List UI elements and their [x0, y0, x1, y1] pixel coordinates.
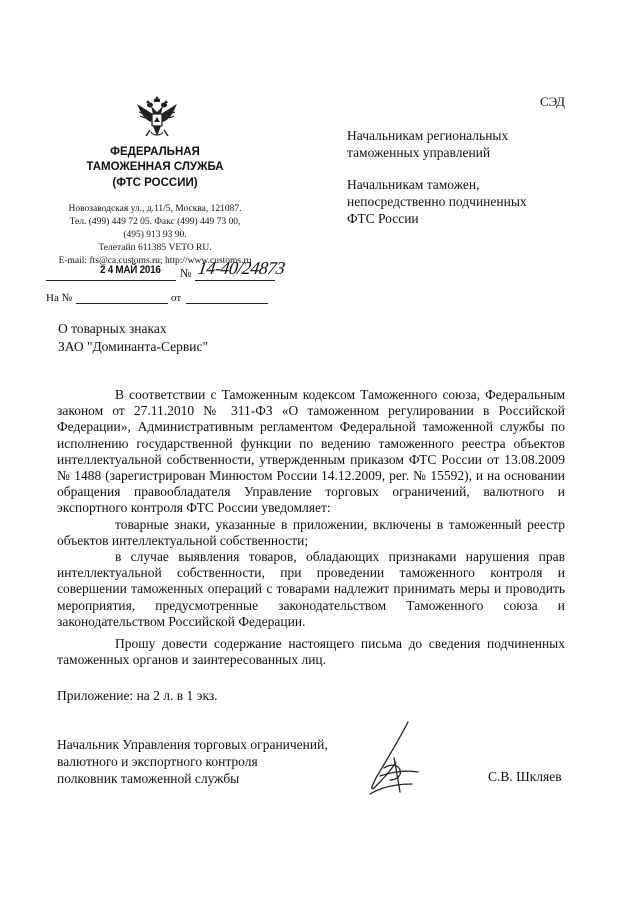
recipient-line: непосредственно подчиненных: [347, 194, 527, 209]
signatory-title-line: валютного и экспортного контроля: [57, 754, 258, 769]
signatory-title-line: Начальник Управления торговых ограничений,: [57, 737, 328, 752]
reply-from-label: от: [171, 292, 182, 304]
body-paragraph: в случае выявления товаров, обладающих признаками нарушения прав интеллектуальной собственности, при проведении таможенного контроля и совершении таможенных операций с товарами надлежит принимать меры и проводить мероприятия, предусмотренные законодательством Таможенного союза и законодательством Российской Федерации.: [57, 549, 565, 629]
organization-name: [50, 145, 260, 175]
reply-label: На №: [46, 292, 73, 304]
organization-line2: ТАМОЖЕННАЯ СЛУЖБА: [86, 161, 224, 173]
attachment-note: Приложение: на 2 л. в 1 экз.: [57, 688, 218, 703]
date-underline: [46, 280, 176, 281]
reply-date-underline: [186, 303, 268, 304]
recipient-line: Начальникам региональных: [347, 128, 509, 143]
recipient-block-1: [347, 127, 508, 161]
number-underline: [195, 280, 275, 281]
coat-of-arms-emblem-icon: [134, 92, 180, 142]
signatory-title: [57, 736, 328, 787]
recipient-line: Начальникам таможен,: [347, 177, 480, 192]
number-sign: №: [180, 266, 192, 280]
date-stamp: 2 4 МАЙ 2016: [100, 264, 161, 276]
recipient-line: ФТС России: [347, 211, 419, 226]
letter-subject: [58, 320, 208, 356]
subject-line: ЗАО "Доминанта-Сервис": [58, 339, 208, 354]
address-line: Тел. (499) 449 72 05. Факс (499) 449 73 00,: [69, 217, 241, 227]
signatory-title-line: полковник таможенной службы: [57, 771, 240, 786]
handwritten-signature-icon: [360, 718, 430, 796]
address-line: Новозаводская ул., д.11/5, Москва, 121087.: [68, 204, 242, 214]
document-code-mark: СЭД: [540, 94, 566, 109]
organization-abbreviation: (ФТС РОССИИ): [112, 177, 198, 189]
signatory-name: С.В. Шкляев: [488, 769, 562, 784]
reply-number-underline: [76, 303, 168, 304]
address-line: Телетайп 611385 VETO RU.: [98, 243, 212, 253]
subject-line: О товарных знаках: [58, 321, 167, 336]
reply-reference: [46, 292, 72, 304]
body-paragraph: товарные знаки, указанные в приложении, включены в таможенный реестр объектов интеллектуальной собственности;: [57, 516, 565, 548]
address-line: (495) 913 93 90.: [123, 230, 187, 240]
registration-number: 14-40/24873: [196, 258, 286, 278]
body-paragraph: В соответствии с Таможенным кодексом Таможенного союза, Федеральным законом от 27.11.2010 № 311-ФЗ «О таможенном регулировании в Российской Федерации», Административным регламентом Федеральной таможенной службы по исполнению государственной функции по ведению таможенного реестра объектов интеллектуальной собственности, утвержденным приказом ФТС России от 13.08.2009 № 1488 (зарегистрирован Минюстом России 14.12.2009, рег. № 15592), и на основании обращения правообладателя Управление торговых ограничений, валютного и экспортного контроля ФТС России уведомляет:: [57, 387, 565, 516]
organization-line1: ФЕДЕРАЛЬНАЯ: [110, 146, 200, 158]
address-line: E-mail: fts@ca.customs.ru; http://www.customs.ru: [58, 256, 252, 266]
recipient-line: таможенных управлений: [347, 145, 491, 160]
body-paragraph: Прошу довести содержание настоящего письма до сведения подчиненных таможенных органов и заинтересованных лиц.: [57, 636, 565, 668]
letter-body: [57, 387, 565, 668]
recipient-block-2: [347, 176, 527, 227]
